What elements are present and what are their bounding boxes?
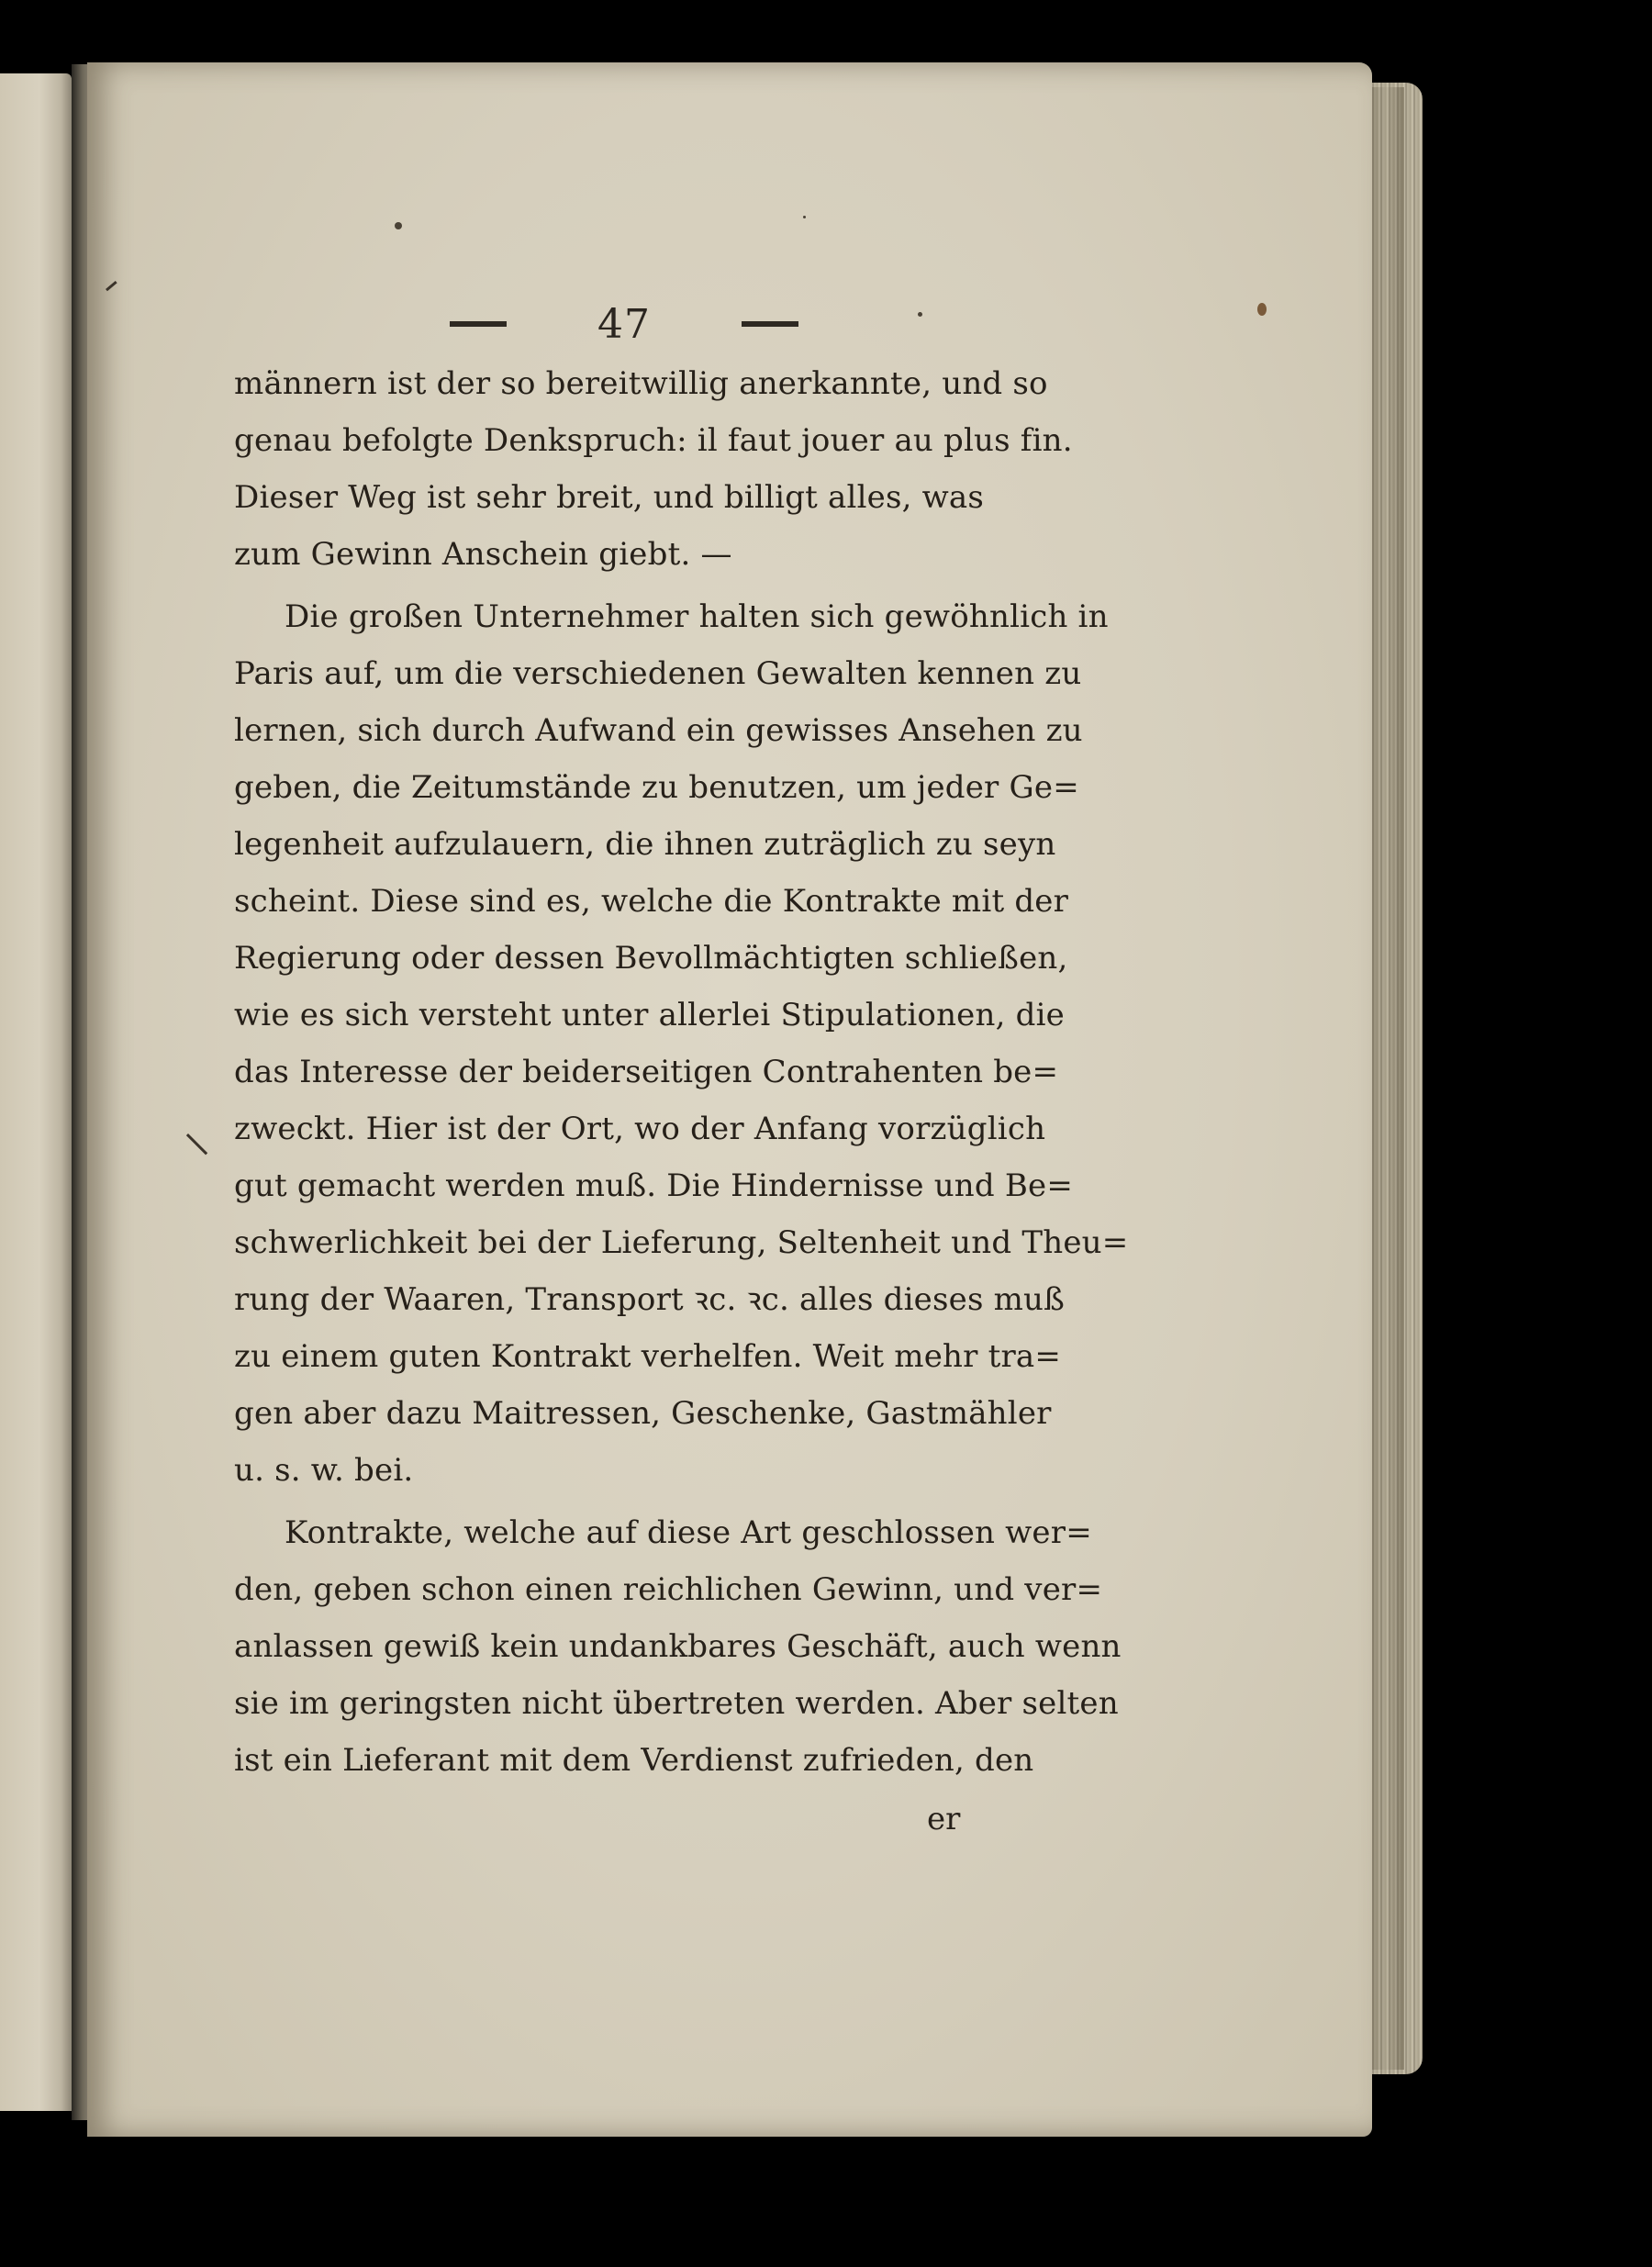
page-edges-shade <box>1367 87 1404 2070</box>
text-line: u. s. w. bei. <box>234 1452 414 1489</box>
paper-speck <box>1257 303 1267 316</box>
text-line: Dieser Weg ist sehr breit, und billigt alles, was <box>234 479 985 516</box>
catchword: er <box>927 1801 961 1837</box>
text-line: anlassen gewiß kein undankbares Geschäft, auch wenn <box>234 1628 1122 1665</box>
text-line: scheint. Diese sind es, welche die Kontrakte mit der <box>234 883 1069 920</box>
text-line: den, geben schon einen reichlichen Gewinn, und ver= <box>234 1571 1103 1608</box>
paper-speck <box>395 222 402 229</box>
text-line: legenheit aufzulauern, die ihnen zuträglich zu seyn <box>234 826 1056 863</box>
facing-page-edge <box>0 73 72 2111</box>
text-line: gen aber dazu Maitressen, Geschenke, Gastmähler <box>234 1395 1052 1432</box>
text-line: Kontrakte, welche auf diese Art geschlossen wer= <box>285 1514 1092 1551</box>
text-line: genau befolgte Denkspruch: il faut jouer au plus fin. <box>234 422 1073 459</box>
text-line: schwerlichkeit bei der Lieferung, Seltenheit und Theu= <box>234 1224 1129 1261</box>
paper-speck <box>803 216 806 218</box>
text-line: rung der Waaren, Transport ꝛc. ꝛc. alles dieses muß <box>234 1281 1066 1318</box>
text-line: ist ein Lieferant mit dem Verdienst zufrieden, den <box>234 1742 1034 1779</box>
text-line: sie im geringsten nicht übertreten werden. Aber selten <box>234 1685 1119 1722</box>
text-line: gut gemacht werden muß. Die Hindernisse und Be= <box>234 1167 1074 1204</box>
header-dash-right <box>742 321 798 327</box>
header-dash-left <box>450 321 507 327</box>
text-line: lernen, sich durch Aufwand ein gewisses Ansehen zu <box>234 712 1083 749</box>
text-line: Paris auf, um die verschiedenen Gewalten kennen zu <box>234 655 1082 692</box>
text-line: zweckt. Hier ist der Ort, wo der Anfang vorzüglich <box>234 1111 1046 1147</box>
text-line: zum Gewinn Anschein giebt. — <box>234 536 732 573</box>
text-line: Die großen Unternehmer halten sich gewöhnlich in <box>285 598 1109 635</box>
text-line: Regierung oder dessen Bevollmächtigten schließen, <box>234 940 1068 977</box>
text-line: das Interesse der beiderseitigen Contrahenten be= <box>234 1054 1059 1090</box>
page-number: 47 <box>597 300 651 348</box>
paper-speck <box>918 312 922 317</box>
page-header <box>450 301 798 347</box>
text-line: männern ist der so bereitwillig anerkannte, und so <box>234 365 1048 402</box>
text-line: geben, die Zeitumstände zu benutzen, um jeder Ge= <box>234 769 1079 806</box>
text-line: zu einem guten Kontrakt verhelfen. Weit mehr tra= <box>234 1338 1062 1375</box>
text-line: wie es sich versteht unter allerlei Stipulationen, die <box>234 997 1065 1033</box>
